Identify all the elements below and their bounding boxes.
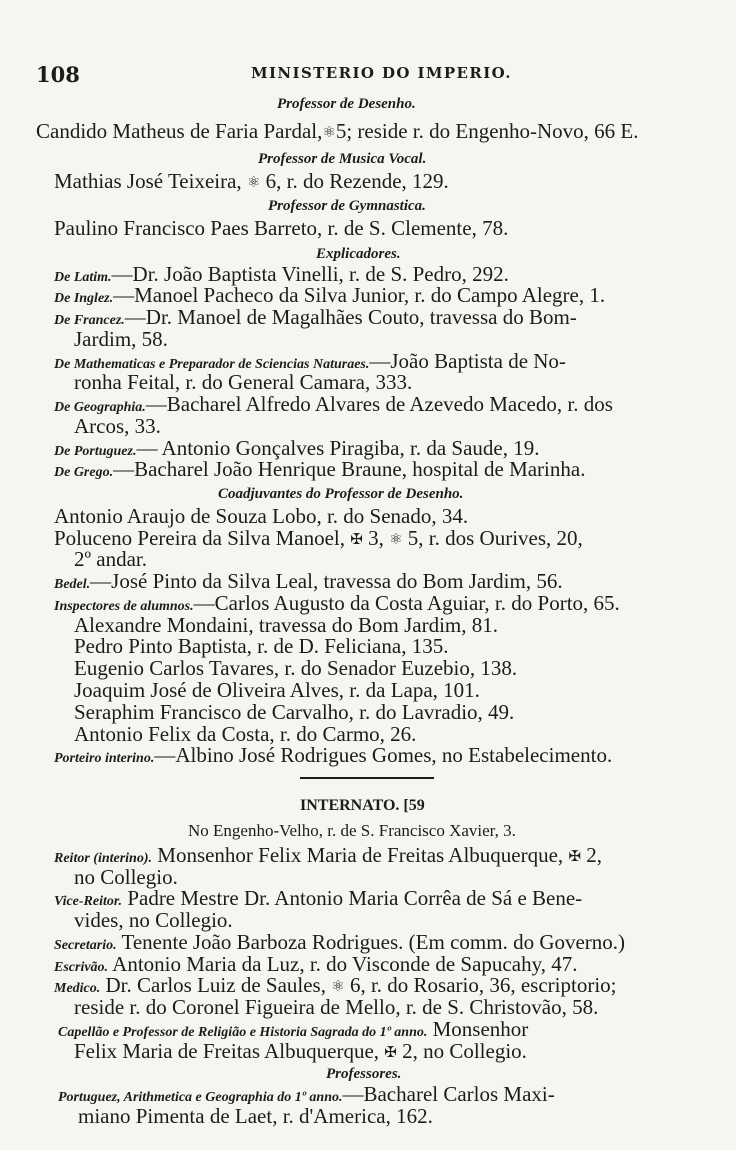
entry-label: Reitor (interino). — [54, 850, 153, 866]
entry-line: Arcos, 33. — [74, 413, 161, 438]
entry-line: Inspectores de alumnos.—Carlos Augusto da Costa Aguiar, r. do Porto, 65. — [54, 590, 620, 615]
entry-line: De Geographia.—Bacharel Alfredo Alvares de Azevedo Macedo, r. dos — [54, 392, 613, 417]
page-header — [36, 62, 700, 86]
entry-label: De Inglez. — [54, 291, 114, 307]
entry-line: Joaquim José de Oliveira Alves, r. da Lapa, 101. — [74, 678, 480, 702]
entry-line: miano Pimenta de Laet, r. d'America, 162. — [78, 1104, 433, 1128]
entry-label: Capellão e Professor de Religião e Historia Sagrada do 1º anno. — [58, 1024, 428, 1040]
entry-line: Vice-Reitor. Padre Mestre Dr. Antonio Maria Corrêa de Sá e Bene- — [54, 886, 583, 911]
entry-label: Vice-Reitor. — [54, 894, 123, 910]
entry-label: Inspectores de alumnos. — [54, 598, 194, 614]
entry-line: Pedro Pinto Baptista, r. de D. Feliciana, 135. — [74, 634, 449, 659]
entry-line: vides, no Collegio. — [74, 908, 233, 932]
entry-line: De Mathematicas e Preparador de Sciencias Naturaes.—João Baptista de No- — [54, 348, 566, 373]
entry-line: reside r. do Coronel Figueira de Mello, r. de S. Christovão, 58. — [74, 995, 599, 1020]
section-heading-professores: Professores. — [326, 1066, 402, 1083]
page-number: 108 — [36, 62, 80, 87]
entry-line: Alexandre Mondaini, travessa do Bom Jardim, 81. — [74, 612, 498, 637]
entry-label: De Francez. — [54, 313, 125, 328]
entry-line: De Portuguez.— Antonio Gonçalves Piragiba, r. da Saude, 19. — [54, 435, 540, 460]
entry-line: Reitor (interino). Monsenhor Felix Maria de Freitas Albuquerque, ✠ 2, — [54, 842, 603, 867]
entry-label: De Portuguez. — [54, 443, 137, 459]
entry-line: De Grego.—Bacharel João Henrique Braune, hospital de Marinha. — [54, 456, 586, 481]
section-heading-professor-desenho: Professor de Desenho. — [277, 96, 416, 112]
entry-line: Antonio Araujo de Souza Lobo, r. do Senado, 34. — [54, 503, 469, 528]
entry-label: Porteiro interino. — [54, 751, 155, 767]
section-heading-coadjuvantes: Coadjuvantes do Professor de Desenho. — [218, 486, 464, 502]
entry-line: Felix Maria de Freitas Albuquerque, ✠ 2, no Collegio. — [74, 1038, 527, 1063]
entry-line: Poluceno Pereira da Silva Manoel, ✠ 3, ⚛ 5, r. dos Ourives, 20, — [54, 525, 583, 550]
entry-label: Medico. — [54, 981, 101, 997]
medal-icon: ⚛ — [389, 531, 403, 548]
entry-line: ronha Feital, r. do General Camara, 333. — [74, 370, 413, 395]
entry-line: Portuguez, Arithmetica e Geographia do 1º anno.—Bacharel Carlos Maxi- — [58, 1082, 555, 1107]
entry-line: Antonio Felix da Costa, r. do Carmo, 26. — [74, 721, 417, 746]
running-title: MINISTERIO DO IMPERIO. — [251, 64, 512, 82]
entry-line: 2º andar. — [74, 547, 147, 572]
entry-line: Candido Matheus de Faria Pardal,⚛5; reside r. do Engenho-Novo, 66 E. — [36, 118, 639, 143]
entry-line: Capellão e Professor de Religião e Historia Sagrada do 1º anno. Monsenhor — [58, 1016, 529, 1041]
entry-line: Medico. Dr. Carlos Luiz de Saules, ⚛ 6, r. do Rosario, 36, escriptorio; — [54, 973, 617, 998]
medal-icon: ⚛ — [322, 124, 336, 141]
entry-label: Bedel. — [54, 577, 91, 593]
section-heading-professor-gymnastica: Professor de Gymnastica. — [268, 198, 426, 215]
order-cross-icon: ✠ — [384, 1044, 397, 1061]
section-heading-internato: INTERNATO. [59 — [300, 797, 425, 815]
entry-label: De Mathematicas e Preparador de Sciencias Naturaes. — [54, 356, 370, 372]
entry-line: Mathias José Teixeira, ⚛ 6, r. do Rezende, 129. — [54, 168, 449, 193]
order-cross-icon: ✠ — [350, 531, 363, 548]
address-line: No Engenho-Velho, r. de S. Francisco Xavier, 3. — [188, 821, 516, 840]
section-divider — [300, 777, 434, 779]
entry-line: Jardim, 58. — [74, 326, 168, 351]
entry-line: De Francez.—Dr. Manoel de Magalhães Couto, travessa do Bom- — [54, 305, 577, 329]
entry-line: Paulino Francisco Paes Barreto, r. de S. Clemente, 78. — [54, 216, 509, 240]
entry-label: De Latim. — [54, 269, 112, 285]
entry-label: De Grego. — [54, 464, 114, 480]
entry-line: De Inglez.—Manoel Pacheco da Silva Junior, r. do Campo Alegre, 1. — [54, 283, 606, 308]
entry-line: Seraphim Francisco de Carvalho, r. do Lavradio, 49. — [74, 699, 515, 724]
medal-icon: ⚛ — [246, 174, 261, 191]
entry-line: Secretario. Tenente João Barboza Rodrigues. (Em comm. do Governo.) — [54, 929, 626, 954]
entry-label: De Geographia. — [54, 400, 146, 416]
entry-line: Eugenio Carlos Tavares, r. do Senador Euzebio, 138. — [74, 656, 518, 681]
entry-line: De Latim.—Dr. João Baptista Vinelli, r. de S. Pedro, 292. — [54, 261, 509, 286]
section-heading-professor-musica: Professor de Musica Vocal. — [258, 150, 427, 167]
entry-line: Escrivão. Antonio Maria da Luz, r. do Visconde de Sapucahy, 47. — [54, 951, 578, 976]
entry-line: no Collegio. — [74, 864, 178, 889]
entry-label: Portuguez, Arithmetica e Geographia do 1º anno. — [58, 1090, 343, 1106]
order-cross-icon: ✠ — [568, 848, 582, 865]
entry-label: Secretario. — [54, 937, 117, 953]
entry-line: Porteiro interino.—Albino José Rodrigues Gomes, no Estabelecimento. — [54, 743, 613, 768]
entry-label: Escrivão. — [54, 959, 109, 975]
entry-line: Bedel.—José Pinto da Silva Leal, travessa do Bom Jardim, 56. — [54, 569, 563, 594]
section-heading-explicadores: Explicadores. — [316, 245, 401, 262]
medal-icon: ⚛ — [331, 979, 345, 996]
